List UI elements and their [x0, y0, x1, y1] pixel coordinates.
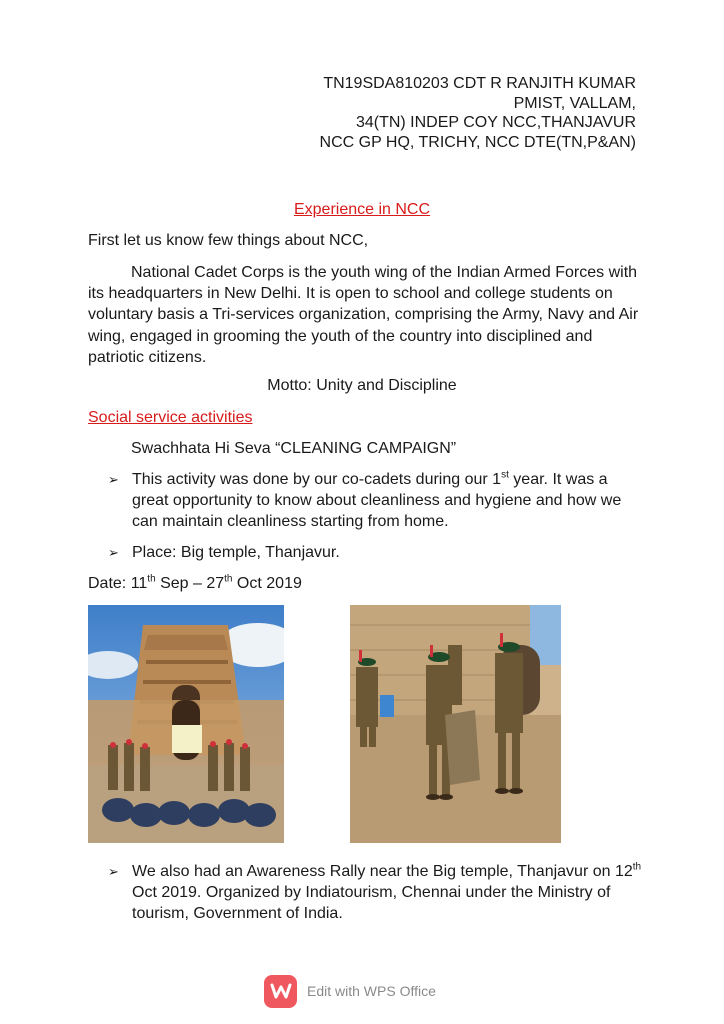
wps-edit-label: Edit with WPS Office	[307, 983, 436, 999]
arrow-bullet-icon: ➢	[108, 473, 119, 488]
date-part: Sep – 27	[155, 575, 225, 592]
date-line	[88, 573, 302, 594]
list-item	[108, 861, 648, 924]
document-title-row	[0, 201, 724, 219]
ncc-paragraph	[88, 262, 648, 368]
wps-edit-link[interactable]	[264, 974, 436, 1008]
arrow-bullet-icon: ➢	[108, 546, 119, 561]
wps-logo-icon	[264, 975, 297, 1008]
section-heading-row	[88, 407, 253, 428]
document-title: Experience in NCC	[293, 201, 431, 218]
date-part: Oct 2019	[232, 575, 302, 592]
superscript: th	[632, 861, 642, 873]
list-item	[108, 542, 648, 563]
campaign-title: Swachhata Hi Seva “CLEANING CAMPAIGN”	[131, 440, 457, 457]
address-line: NCC GP HQ, TRICHY, NCC DTE(TN,P&AN)	[319, 133, 636, 151]
date-part: Date: 11	[88, 575, 148, 592]
cleaning-activity-photo	[350, 605, 561, 843]
address-line: 34(TN) INDEP COY NCC,THANJAVUR	[355, 114, 636, 131]
section-heading: Social service activities	[88, 409, 253, 426]
cleaning-photo-graphic	[350, 605, 561, 843]
list-item	[108, 469, 648, 532]
superscript: th	[224, 573, 233, 585]
bullet-text-part: This activity was done by our co-cadets during our 1	[132, 471, 502, 488]
address-line: TN19SDA810203 CDT R RANJITH KUMAR	[323, 75, 636, 92]
bullet-text-part: We also had an Awareness Rally near the Big temple, Thanjavur on 12	[132, 863, 633, 880]
superscript: th	[147, 573, 156, 585]
bullet-text	[132, 861, 648, 924]
temple-photo-graphic	[88, 605, 284, 843]
bullet-text-part: year. It was a great opportunity to know about cleanliness and hygiene and how we can maintain cleanliness starting from home.	[132, 471, 622, 530]
arrow-bullet-icon: ➢	[108, 865, 119, 880]
address-line: PMIST, VALLAM,	[513, 94, 636, 112]
temple-group-photo	[88, 605, 284, 843]
motto: Motto: Unity and Discipline	[267, 377, 457, 394]
address-block	[320, 74, 636, 152]
paragraph-text: National Cadet Corps is the youth wing of the Indian Armed Forces with its headquarters in New Delhi. It is open to school and college students on voluntary basis a Tri-services organization, comprising the Army, Navy and Air wing, engaged in grooming the youth of the country into disciplined and patriotic citizens.	[88, 264, 639, 366]
bullet-text	[132, 469, 648, 532]
superscript: st	[501, 469, 509, 481]
bullet-text: Place: Big temple, Thanjavur.	[132, 544, 340, 561]
bullet-text-part: Oct 2019. Organized by Indiatourism, Chennai under the Ministry of tourism, Government of India.	[132, 884, 611, 922]
intro-text: First let us know few things about NCC,	[88, 232, 369, 249]
